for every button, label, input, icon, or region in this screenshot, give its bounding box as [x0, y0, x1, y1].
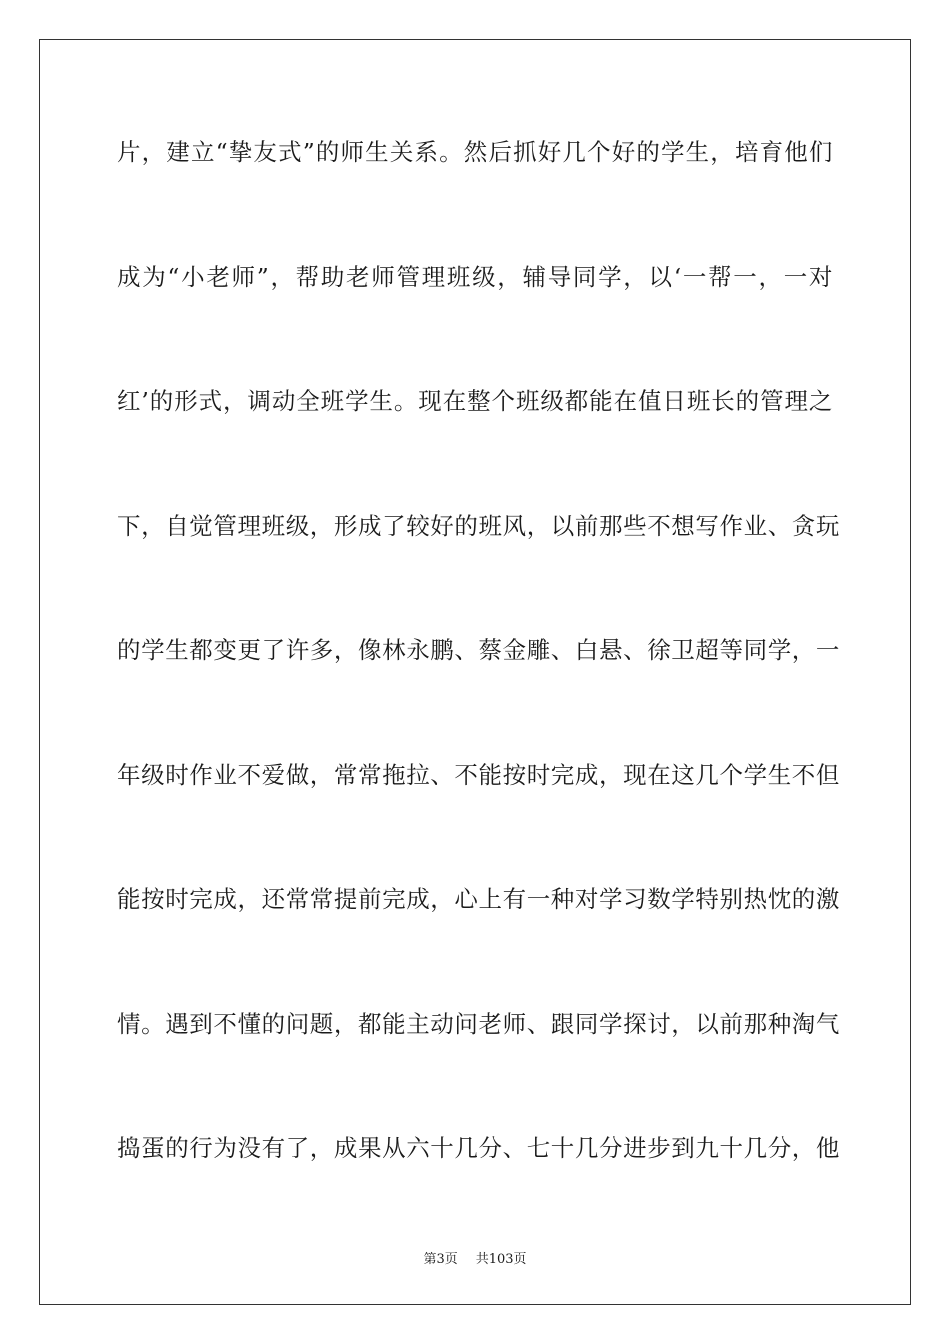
text-line: 成为“小老师”，帮助老师管理班级，辅导同学，以‘一帮一，一对 [117, 262, 833, 291]
text-line: 年级时作业不爱做，常常拖拉、不能按时完成，现在这几个学生不但 [117, 760, 840, 789]
page-footer [0, 1248, 950, 1267]
page-number: 第3页 [423, 1252, 458, 1267]
text-line: 片，建立“挚友式”的师生关系。然后抓好几个好的学生，培育他们 [117, 138, 833, 166]
text-line: 红’的形式，调动全班学生。现在整个班级都能在值日班长的管理之 [117, 387, 833, 415]
text-line: 情。遇到不懂的问题，都能主动问老师、跟同学探讨，以前那种淘气 [117, 1009, 840, 1038]
text-line: 能按时完成，还常常提前完成，心上有一种对学习数学特别热忱的激 [117, 885, 840, 913]
document-body [117, 124, 840, 1245]
text-line: 下，自觉管理班级，形成了较好的班风，以前那些不想写作业、贪玩 [117, 511, 840, 540]
text-line: 的学生都变更了许多，像林永鹏、蔡金雕、白悬、徐卫超等同学，一 [117, 636, 840, 664]
total-pages: 共103页 [475, 1252, 527, 1267]
text-line: 捣蛋的行为没有了，成果从六十几分、七十几分进步到九十几分，他 [117, 1134, 840, 1162]
